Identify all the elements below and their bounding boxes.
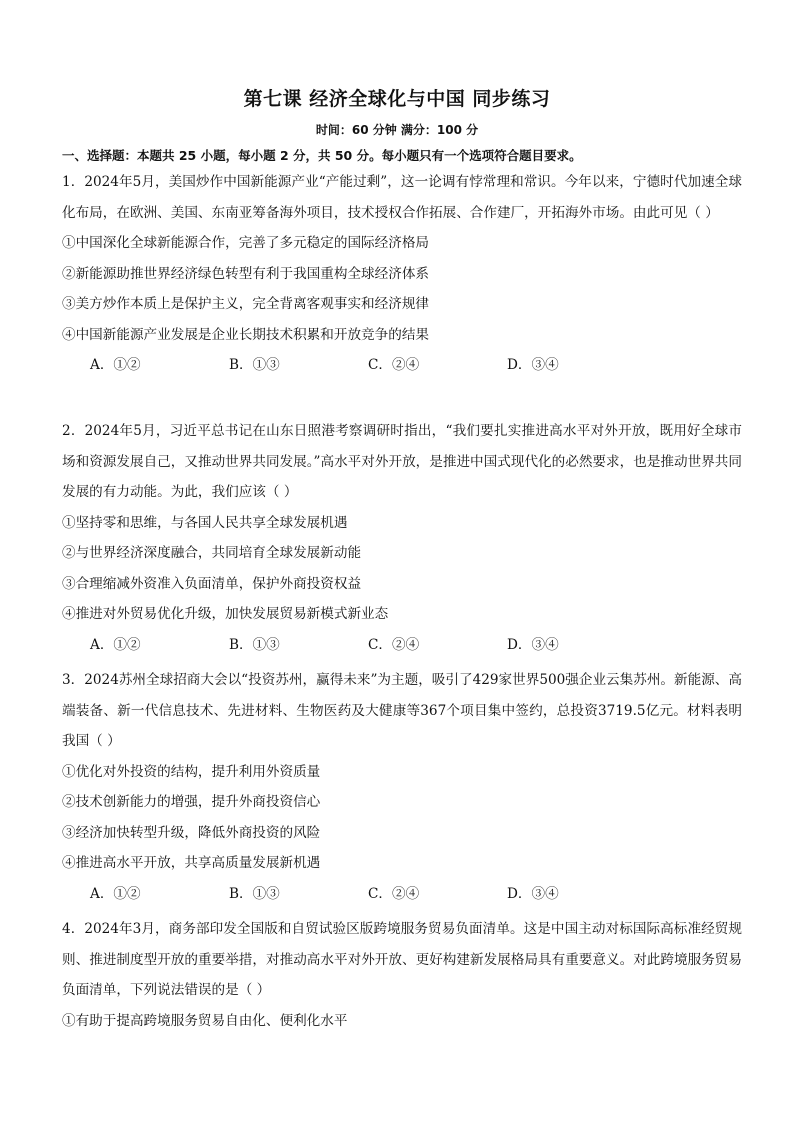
page-title: 第七课 经济全球化与中国 同步练习 bbox=[243, 88, 551, 110]
answer-choices bbox=[90, 879, 742, 910]
statement-option: ④推进高水平开放，共享高质量发展新机遇 bbox=[62, 855, 321, 871]
choice-d[interactable]: D．③④ bbox=[507, 885, 559, 902]
statement-option: ①优化对外投资的结构，提升利用外资质量 bbox=[62, 763, 321, 780]
choice-a[interactable]: A．①② bbox=[90, 885, 141, 902]
question-stem: 4．2024年3月，商务部印发全国版和自贸试验区版跨境服务贸易负面清单。这是中国主动对标国际高标准经贸规则、推进制度型开放的重要举措，对推动高水平对外开放、更好构建新发展格局具有重要意义。对此跨境服务贸易负面清单，下列说法错误的是（ ） bbox=[62, 921, 742, 998]
choice-b[interactable]: B．①③ bbox=[229, 357, 280, 373]
statement-option: ①坚持零和思维，与各国人民共享全球发展机遇 bbox=[62, 514, 348, 531]
statement-option: ①有助于提高跨境服务贸易自由化、便利化水平 bbox=[62, 1012, 348, 1029]
statement-option: ②新能源助推世界经济绿色转型有利于我国重构全球经济体系 bbox=[62, 265, 430, 282]
statement-option: ③经济加快转型升级，降低外商投资的风险 bbox=[62, 824, 321, 841]
question-4 bbox=[62, 914, 742, 1036]
question-stem: 2．2024年5月，习近平总书记在山东日照港考察调研时指出，“我们要扎实推进高水平对外开放，既用好全球市场和资源发展自己，又推动世界共同发展。”高水平对外开放，是推进中国式现代化的必然要求，也是推动世界共同发展的有力动能。为此，我们应该（ ） bbox=[62, 423, 742, 500]
choice-a[interactable]: A．①② bbox=[90, 357, 141, 373]
question-1 bbox=[62, 167, 742, 381]
statement-option: ③美方炒作本质上是保护主义，完全背离客观事实和经济规律 bbox=[62, 296, 430, 312]
exam-info: 时间：60 分钟 满分：100 分 bbox=[315, 123, 479, 137]
answer-choices bbox=[90, 350, 742, 381]
choice-a[interactable]: A．①② bbox=[90, 636, 141, 653]
question-3 bbox=[62, 665, 742, 909]
answer-choices bbox=[90, 630, 742, 661]
choice-c[interactable]: C．②④ bbox=[368, 636, 420, 653]
question-stem: 1．2024年5月，美国炒作中国新能源产业“产能过剩”，这一论调有悖常理和常识。今年以来，宁德时代加速全球化布局，在欧洲、美国、东南亚筹备海外项目，技术授权合作拓展、合作建厂，开拓海外市场。由此可见（ ） bbox=[62, 174, 742, 221]
statement-option: ④推进对外贸易优化升级，加快发展贸易新模式新业态 bbox=[62, 606, 389, 622]
choice-d[interactable]: D．③④ bbox=[507, 357, 559, 373]
statement-option: ③合理缩减外资准入负面清单，保护外商投资权益 bbox=[62, 575, 362, 592]
choice-c[interactable]: C．②④ bbox=[368, 357, 420, 373]
statement-option: ②与世界经济深度融合，共同培育全球发展新动能 bbox=[62, 545, 362, 561]
choice-d[interactable]: D．③④ bbox=[507, 636, 559, 653]
choice-c[interactable]: C．②④ bbox=[368, 885, 420, 902]
question-2 bbox=[62, 416, 742, 660]
question-stem: 3．2024苏州全球招商大会以“投资苏州，赢得未来”为主题，吸引了429家世界500强企业云集苏州。新能源、高端装备、新一代信息技术、先进材料、生物医药及大健康等367个项目集中签约，总投资3719.5亿元。材料表明我国（ ） bbox=[62, 672, 742, 749]
statement-option: ②技术创新能力的增强，提升外商投资信心 bbox=[62, 794, 321, 810]
choice-b[interactable]: B．①③ bbox=[229, 885, 280, 902]
statement-option: ④中国新能源产业发展是企业长期技术积累和开放竞争的结果 bbox=[62, 326, 430, 343]
choice-b[interactable]: B．①③ bbox=[229, 636, 280, 653]
section-heading: 一、选择题：本题共 25 小题，每小题 2 分，共 50 分。每小题只有一个选项符合题目要求。 bbox=[62, 148, 582, 163]
statement-option: ①中国深化全球新能源合作，完善了多元稳定的国际经济格局 bbox=[62, 235, 430, 251]
